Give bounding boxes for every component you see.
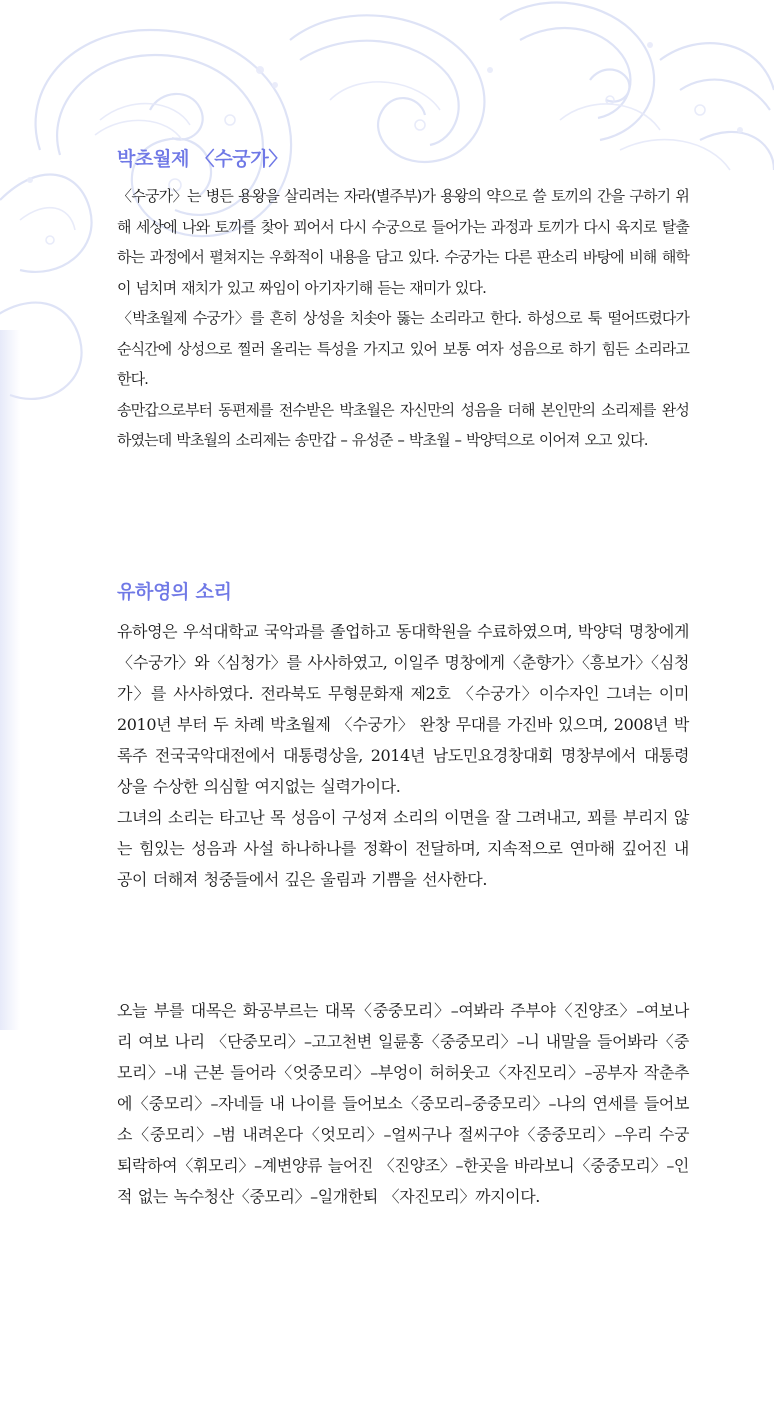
paragraph-singer-voice: 그녀의 소리는 타고난 목 성음이 구성져 소리의 이면을 잘 그려내고, 꾀를 부리지 않는 힘있는 성음과 사설 하나하나를 정확이 전달하며, 지속적으로 연마해 깊어진 내공이 더해져 청중들에서 깊은 울림과 기쁨을 선사한다. — [117, 808, 689, 889]
paragraph-singer-career: 유하영은 우석대학교 국악과를 졸업하고 동대학원을 수료하였으며, 박양덕 명창에게 〈수궁가〉와〈심청가〉를 사사하였고, 이일주 명창에게〈춘향가〉〈흥보가〉〈심청가〉를 사사하였다. 전라북도 무형문화재 제2호 〈수궁가〉이수자인 그녀는 이미 2010년 부터 두 차례 박초월제 〈수궁가〉 완창 무대를 가진바 있으며, 2008년 박록주 전국국악대전에서 대통령상을, 2014년 남도민요경창대회 명창부에서 대통령상을 수상한 의심할 여지없는 실력가이다. — [117, 622, 689, 796]
paragraph-sugungga-style: 〈박초월제 수궁가〉를 흔히 상성을 치솟아 뚫는 소리라고 한다. 하성으로 툭 떨어뜨렸다가 순식간에 상성으로 찔러 올리는 특성을 가지고 있어 보통 여자 성음으로 하기 힘든 소리라고 한다. — [117, 309, 689, 388]
paragraph-program-list: 오늘 부를 대목은 화공부르는 대목〈중중모리〉–여봐라 주부야〈진양조〉–여보나리 여보 나리 〈단중모리〉–고고천변 일륜홍〈중중모리〉–니 내말을 들어봐라〈중모리〉–내 근본 들어라〈엇중모리〉–부엉이 허허웃고〈자진모리〉–공부자 작춘추에〈중모리〉–자네들 내 나이를 들어보소〈중모리–중중모리〉–나의 연세를 들어보소〈중모리〉–범 내려온다〈엇모리〉–얼씨구나 절씨구야〈중중모리〉–우리 수궁 퇴락하여〈휘모리〉–계변양류 늘어진 〈진양조〉–한곳을 바라보니〈중중모리〉–인적 없는 녹수청산〈중모리〉–일개한퇴 〈자진모리〉까지이다. — [117, 1001, 689, 1206]
section-title-singer: 유하영의 소리 — [117, 581, 232, 603]
left-edge-shade — [0, 330, 20, 1030]
section-singer-profile — [117, 580, 689, 895]
section-sugungga-intro — [117, 147, 689, 456]
section-title-sugungga: 박초월제 〈수궁가〉 — [117, 148, 288, 170]
paragraph-sugungga-lineage: 송만갑으로부터 동편제를 전수받은 박초월은 자신만의 성음을 더해 본인만의 소리제를 완성하였는데 박초월의 소리제는 송만갑 – 유성준 – 박초월 – 박양덕으로 이어져 오고 있다. — [117, 400, 689, 449]
section-program — [117, 995, 689, 1212]
paragraph-sugungga-story: 〈수궁가〉는 병든 용왕을 살리려는 자라(별주부)가 용왕의 약으로 쓸 토끼의 간을 구하기 위해 세상에 나와 토끼를 찾아 꾀어서 다시 수궁으로 들어가는 과정과 토끼가 다시 육지로 탈출하는 과정에서 펼쳐지는 우화적이 내용을 담고 있다. 수궁가는 다른 판소리 바탕에 비해 해학이 넘치며 재치가 있고 짜임이 아기자기해 듣는 재미가 있다. — [117, 187, 689, 297]
